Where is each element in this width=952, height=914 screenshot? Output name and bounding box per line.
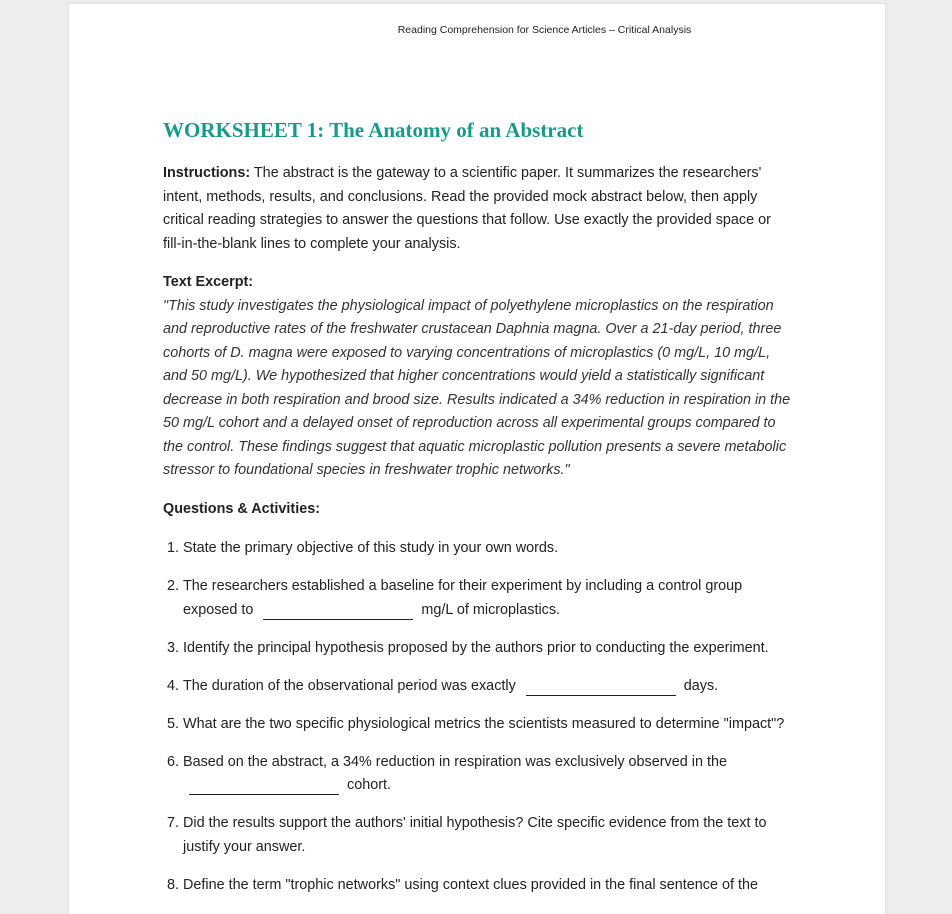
question-item [163,713,793,737]
fill-in-blank[interactable] [526,679,676,696]
question-number: 5. [167,715,180,732]
question-text: Based on the abstract, a 34% reduction in respiration was exclusively observed in the [183,753,727,770]
instructions-paragraph [163,162,793,256]
excerpt-text: "This study investigates the physiological impact of polyethylene microplastics on the respiration and reproductive rates of the freshwater crustacean Daphnia magna. Over a 21-day period, three cohorts of D. magna were exposed to varying concentrations of microplastics (0 mg/L, 10 mg/L, and 50 mg/L). We hypothesized that higher concentrations would yield a statistically significant decrease in both respiration and brood size. Results indicated a 34% reduction in respiration in the 50 mg/L cohort and a delayed onset of reproduction across all experimental groups compared to the control. These findings suggest that aquatic microplastic pollution presents a severe metabolic stressor to foundational species in freshwater trophic networks." [163,297,791,478]
question-number: 2. [167,578,180,594]
worksheet-content [163,116,793,912]
question-text: Define the term "trophic networks" using context clues provided in the final sentence of the [183,876,758,893]
question-item [163,675,793,699]
instructions-label: Instructions: [163,165,251,181]
question-text-after: cohort. [347,777,391,793]
question-item [163,812,793,859]
question-text: What are the two specific physiological metrics the scientists measured to determine "impact"? [183,715,785,732]
questions-list [163,537,793,897]
question-text-after: mg/L of microplastics. [421,601,561,618]
question-item [163,575,793,622]
question-text-after: days. [683,677,719,694]
question-number: 3. [167,639,180,656]
worksheet-page [69,4,885,914]
question-item [163,637,793,661]
question-item [163,751,793,798]
question-number: 6. [167,753,180,770]
question-text: The researchers established a baseline for their experiment by including a control group exposed to [183,578,743,618]
question-text: The duration of the observational period was exactly [183,677,516,694]
worksheet-title: WORKSHEET 1: The Anatomy of an Abstract [163,118,584,142]
question-number: 1. [167,540,180,556]
fill-in-blank[interactable] [189,778,339,795]
question-text: Identify the principal hypothesis proposed by the authors prior to conducting the experiment. [183,639,769,656]
questions-label: Questions & Activities: [163,500,320,517]
running-header: Reading Comprehension for Science Articles – Critical Analysis [397,24,692,36]
excerpt-label: Text Excerpt: [163,274,254,290]
question-number: 8. [167,876,180,893]
question-item [163,537,793,561]
question-number: 4. [167,677,180,694]
question-text: State the primary objective of this study in your own words. [183,540,559,556]
instructions-text: The abstract is the gateway to a scientific paper. It summarizes the researchers' intent, methods, results, and conclusions. Read the provided mock abstract below, then apply critical reading strategies to answer the questions that follow. Use exactly the provided space or fill-in-the-blank lines to complete your analysis. [163,165,771,252]
question-number: 7. [167,815,180,831]
fill-in-blank[interactable] [263,603,413,620]
question-text: Did the results support the authors' initial hypothesis? Cite specific evidence from the text to justify your answer. [183,815,767,855]
question-item [163,874,793,898]
